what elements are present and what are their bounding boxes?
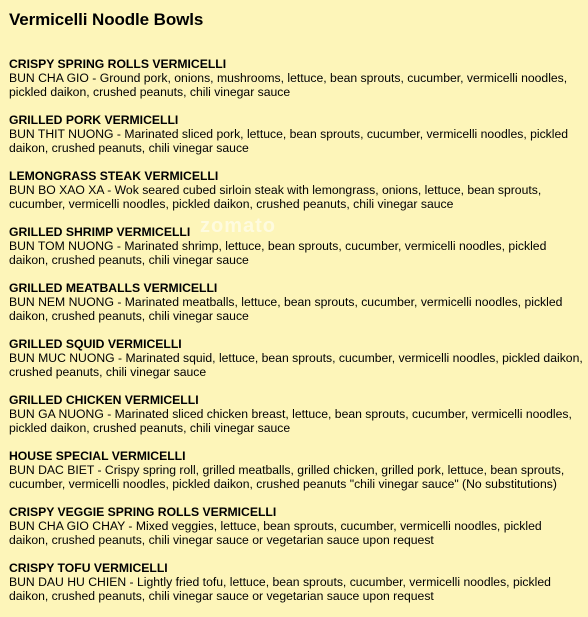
item-name: GRILLED SHRIMP VERMICELLI [9, 225, 191, 239]
item-name: GRILLED PORK VERMICELLI [9, 113, 179, 127]
item-name: CRISPY SPRING ROLLS VERMICELLI [9, 57, 227, 71]
menu-item [9, 169, 584, 211]
watermark: zomato [200, 215, 276, 237]
item-description: BUN BO XAO XA - Wok seared cubed sirloin steak with lemongrass, onions, lettuce, bean sprouts, cucumber, vermicelli noodles, pickled daikon, crushed peanuts, chili vinegar sauce [9, 183, 542, 211]
menu-page [9, 0, 584, 617]
menu-list [9, 57, 584, 603]
item-description: BUN DAU HU CHIEN - Lightly fried tofu, lettuce, bean sprouts, cucumber, vermicelli noodles, pickled daikon, crushed peanuts, chili vinegar sauce or vegetarian sauce upon request [9, 575, 551, 603]
menu-item [9, 393, 584, 435]
menu-item [9, 561, 584, 603]
item-description: BUN TOM NUONG - Marinated shrimp, lettuce, bean sprouts, cucumber, vermicelli noodles, pickled daikon, crushed peanuts, chili vinegar sauce [9, 239, 547, 267]
page-title: Vermicelli Noodle Bowls [9, 10, 204, 29]
item-name: HOUSE SPECIAL VERMICELLI [9, 449, 186, 463]
item-description: BUN MUC NUONG - Marinated squid, lettuce, bean sprouts, cucumber, vermicelli noodles, pickled daikon, crushed peanuts, chili vinegar sauce [9, 351, 583, 379]
item-name: LEMONGRASS STEAK VERMICELLI [9, 169, 219, 183]
menu-item [9, 449, 584, 491]
menu-item [9, 505, 584, 547]
item-name: GRILLED CHICKEN VERMICELLI [9, 393, 199, 407]
item-description: BUN GA NUONG - Marinated sliced chicken breast, lettuce, bean sprouts, cucumber, vermicelli noodles, pickled daikon, crushed peanuts, chili vinegar sauce [9, 407, 572, 435]
item-description: BUN CHA GIO CHAY - Mixed veggies, lettuce, bean sprouts, cucumber, vermicelli noodles, pickled daikon, crushed peanuts, chili vinegar sauce or vegetarian sauce upon request [9, 519, 542, 547]
item-name: GRILLED SQUID VERMICELLI [9, 337, 182, 351]
item-name: CRISPY TOFU VERMICELLI [9, 561, 168, 575]
item-name: CRISPY VEGGIE SPRING ROLLS VERMICELLI [9, 505, 277, 519]
item-description: BUN CHA GIO - Ground pork, onions, mushrooms, lettuce, bean sprouts, cucumber, vermicelli noodles, pickled daikon, crushed peanuts, chili vinegar sauce [9, 71, 568, 99]
item-name: GRILLED MEATBALLS VERMICELLI [9, 281, 218, 295]
menu-item [9, 57, 584, 99]
menu-item [9, 225, 584, 267]
item-description: BUN THIT NUONG - Marinated sliced pork, lettuce, bean sprouts, cucumber, vermicelli noodles, pickled daikon, crushed peanuts, chili vinegar sauce [9, 127, 569, 155]
item-description: BUN DAC BIET - Crispy spring roll, grilled meatballs, grilled chicken, grilled pork, lettuce, bean sprouts, cucumber, vermicelli noodles, pickled daikon, crushed peanuts "chili vinegar sauce" (No substitutions) [9, 463, 565, 491]
menu-item [9, 113, 584, 155]
menu-item [9, 337, 584, 379]
menu-item [9, 281, 584, 323]
item-description: BUN NEM NUONG - Marinated meatballs, lettuce, bean sprouts, cucumber, vermicelli noodles, pickled daikon, crushed peanuts, chili vinegar sauce [9, 295, 563, 323]
